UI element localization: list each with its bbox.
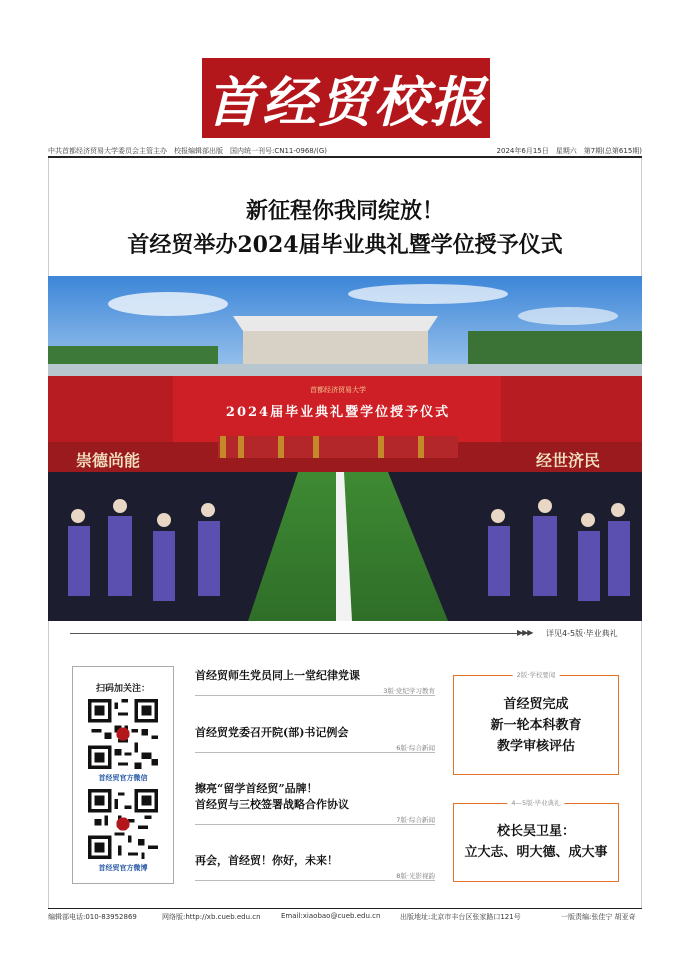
footer-website-link[interactable]: 网络版:http://xb.cueb.edu.cn	[162, 913, 261, 921]
qr-panel-title: 扫码加关注：	[95, 684, 150, 694]
news-section: 7版·综合新闻	[396, 816, 435, 824]
stage-logo-text: 首都经济贸易大学	[310, 386, 366, 394]
callout-line-2: 立大志、明大德、成大事	[464, 845, 608, 860]
left-slogan: 崇德尚能	[75, 451, 141, 470]
right-slogan: 经世济民	[535, 451, 601, 470]
news-title: 再会，首经贸！你好，未来！	[195, 854, 338, 867]
footer-rule	[48, 908, 642, 909]
callout-box-evaluation[interactable]	[453, 671, 619, 775]
callout-box-president[interactable]	[453, 799, 619, 882]
news-title: 首经贸师生党员同上一堂纪律党课	[195, 669, 360, 682]
photo-caption-link[interactable]: 详见4-5版·毕业典礼	[546, 629, 618, 638]
callout-section-tag: 2版·学校要闻	[513, 670, 560, 679]
footer-phone: 编辑部电话:010-83952869	[48, 913, 137, 921]
news-divider	[195, 880, 435, 881]
news-title-line-1: 擦亮“留学首经贸”品牌！	[195, 782, 318, 795]
news-item[interactable]	[195, 725, 435, 752]
stage-banner-text: 2024届毕业典礼暨学位授予仪式	[225, 405, 451, 420]
callout-section-tag: 4—5版·毕业典礼	[507, 798, 564, 807]
news-divider	[195, 752, 435, 753]
callout-line-2: 新一轮本科教育	[490, 718, 582, 733]
wechat-qr-code-icon[interactable]	[88, 699, 158, 769]
callout-line-1: 校长吴卫星：	[496, 824, 575, 839]
callout-line-3: 教学审核评估	[496, 739, 575, 754]
news-divider	[195, 824, 435, 825]
caption-rule	[70, 633, 532, 634]
headline-line-2: 首经贸举办2024届毕业典礼暨学位授予仪式	[127, 232, 563, 258]
qr-code-panel	[72, 666, 174, 884]
footer-address: 出版地址:北京市丰台区张家路口121号	[400, 913, 521, 921]
ceremony-photo	[48, 276, 642, 621]
wechat-label: 首经贸官方微信	[98, 774, 148, 782]
footer-editor: 一版责编:张佳宁 胡亚奇	[561, 913, 636, 921]
news-item[interactable]	[195, 853, 435, 880]
masthead-logo: 首经贸校报	[202, 58, 490, 138]
publisher-info: 中共首都经济贸易大学委员会主管主办 校报编辑部出版 国内统一刊号:CN11-0968/(G)	[48, 147, 327, 155]
weibo-label: 首经贸官方微博	[98, 864, 148, 872]
footer-email-link[interactable]: Email:xiaobao@cueb.edu.cn	[281, 912, 381, 920]
issue-date: 2024年6月15日 星期六 第7期(总第615期)	[496, 147, 642, 155]
news-section: 6版·综合新闻	[396, 744, 435, 752]
weibo-qr-code-icon[interactable]	[88, 789, 158, 859]
news-section: 8版·光影视韵	[396, 872, 435, 880]
news-divider	[195, 695, 435, 696]
news-title-line-2: 首经贸与三校签署战略合作协议	[195, 798, 349, 811]
headline-line-1: 新征程你我同绽放！	[245, 198, 444, 224]
header-rule	[48, 156, 642, 158]
callout-line-1: 首经贸完成	[503, 697, 569, 712]
caption-arrow-icon: ▶▶▶	[517, 628, 533, 637]
news-title: 首经贸党委召开院(部)书记例会	[195, 726, 349, 739]
news-item[interactable]	[195, 781, 435, 824]
news-item[interactable]	[195, 668, 435, 695]
news-section: 3版·党纪学习教育	[383, 687, 435, 695]
